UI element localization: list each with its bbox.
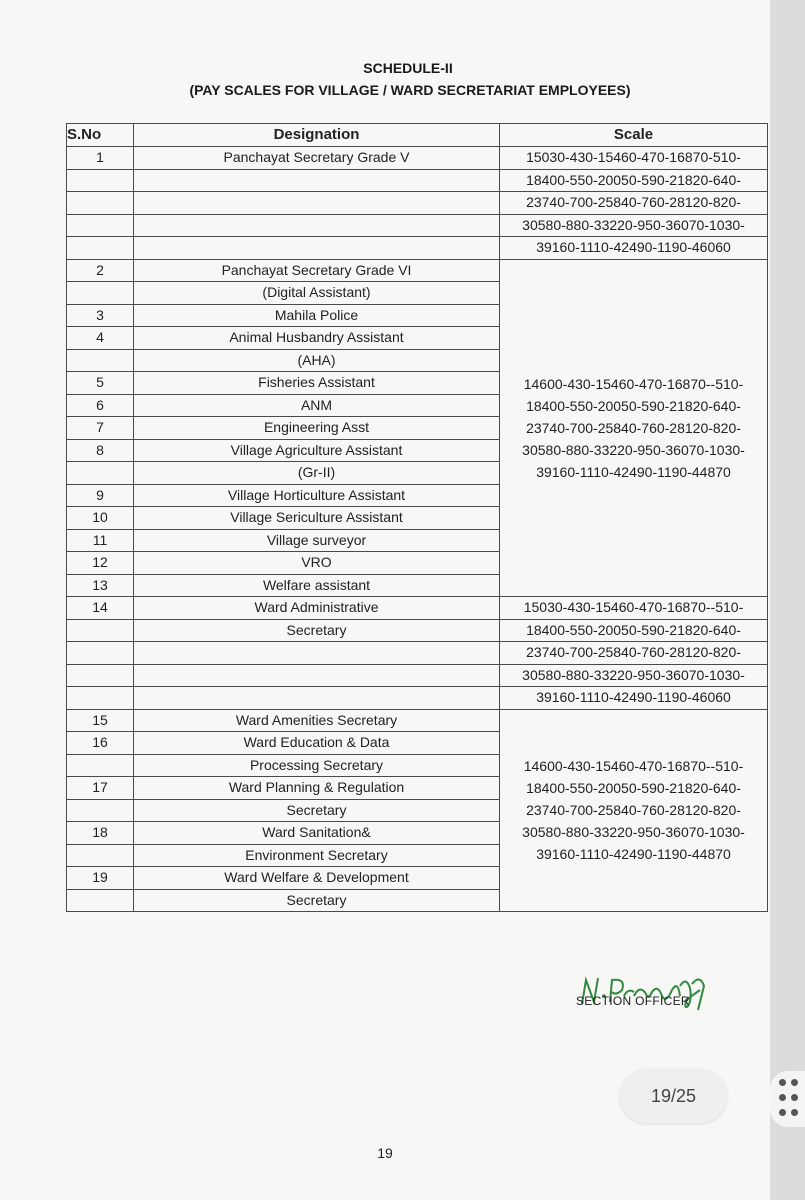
- designation-cell: Secretary: [134, 799, 500, 822]
- scale-line: 39160-1110-42490-1190-44870: [536, 846, 731, 863]
- drag-dot: [791, 1079, 798, 1086]
- scale-line: 30580-880-33220-950-36070-1030-: [522, 441, 745, 458]
- designation-cell: Processing Secretary: [134, 754, 500, 777]
- table-row: [67, 642, 768, 665]
- designation-cell: Secretary: [134, 619, 500, 642]
- designation-cell: Ward Planning & Regulation: [134, 777, 500, 800]
- scale-line: 14600-430-15460-470-16870--510-: [523, 758, 744, 775]
- scale-cell: 18400-550-20050-590-21820-640-: [500, 619, 768, 642]
- designation-cell: Welfare assistant: [134, 574, 500, 597]
- scale-cell: 18400-550-20050-590-21820-640-: [500, 169, 768, 192]
- page-number: 19: [377, 1145, 393, 1161]
- sno-cell: 6: [67, 394, 134, 417]
- sno-cell: 10: [67, 507, 134, 530]
- table-row: [67, 214, 768, 237]
- sno-cell: [67, 844, 134, 867]
- scroll-handle[interactable]: [770, 1071, 805, 1127]
- table-row: [67, 237, 768, 260]
- table-row: [67, 664, 768, 687]
- sno-cell: [67, 169, 134, 192]
- sno-cell: 4: [67, 327, 134, 350]
- designation-cell: Mahila Police: [134, 304, 500, 327]
- designation-cell: Engineering Asst: [134, 417, 500, 440]
- header-sno: S.No: [67, 124, 134, 147]
- sno-cell: 16: [67, 732, 134, 755]
- table-row: [67, 169, 768, 192]
- sno-cell: [67, 237, 134, 260]
- table-row: [67, 709, 768, 732]
- designation-cell: Ward Amenities Secretary: [134, 709, 500, 732]
- table-row: [67, 619, 768, 642]
- table-header-row: [67, 124, 768, 147]
- drag-dot: [779, 1094, 786, 1101]
- designation-cell: [134, 642, 500, 665]
- designation-cell: [134, 237, 500, 260]
- drag-dot: [791, 1109, 798, 1116]
- scale-cell: 30580-880-33220-950-36070-1030-: [500, 214, 768, 237]
- sno-cell: 19: [67, 867, 134, 890]
- sno-cell: 9: [67, 484, 134, 507]
- scale-cell: 39160-1110-42490-1190-46060: [500, 687, 768, 710]
- sno-cell: 5: [67, 372, 134, 395]
- sno-cell: [67, 462, 134, 485]
- designation-cell: (Gr-II): [134, 462, 500, 485]
- signature-handwritten: [568, 966, 738, 1016]
- sno-cell: 11: [67, 529, 134, 552]
- scale-cell: 39160-1110-42490-1190-46060: [500, 237, 768, 260]
- sno-cell: 2: [67, 259, 134, 282]
- designation-cell: VRO: [134, 552, 500, 575]
- designation-cell: [134, 169, 500, 192]
- table-row: [67, 259, 768, 282]
- designation-cell: Village Sericulture Assistant: [134, 507, 500, 530]
- sno-cell: 13: [67, 574, 134, 597]
- designation-cell: (Digital Assistant): [134, 282, 500, 305]
- scale-line: 39160-1110-42490-1190-44870: [536, 463, 731, 480]
- designation-cell: Ward Education & Data: [134, 732, 500, 755]
- designation-cell: Fisheries Assistant: [134, 372, 500, 395]
- sno-cell: 14: [67, 597, 134, 620]
- designation-cell: Animal Husbandry Assistant: [134, 327, 500, 350]
- scale-line: 30580-880-33220-950-36070-1030-: [522, 824, 745, 841]
- designation-cell: Secretary: [134, 889, 500, 912]
- section-officer-label: SECTION OFFICER: [576, 994, 690, 1008]
- sno-cell: [67, 349, 134, 372]
- scale-line: 18400-550-20050-590-21820-640-: [526, 397, 741, 414]
- sno-cell: [67, 687, 134, 710]
- sno-cell: 1: [67, 147, 134, 170]
- table-row: [67, 147, 768, 170]
- designation-cell: (AHA): [134, 349, 500, 372]
- table-body: [67, 147, 768, 912]
- designation-cell: Ward Sanitation&: [134, 822, 500, 845]
- schedule-subtitle: (PAY SCALES FOR VILLAGE / WARD SECRETARIAT EMPLOYEES): [189, 82, 631, 98]
- table-row: [67, 597, 768, 620]
- schedule-title: SCHEDULE-II: [363, 60, 453, 76]
- sno-cell: 18: [67, 822, 134, 845]
- viewer-background: [770, 0, 805, 1200]
- designation-cell: Ward Welfare & Development: [134, 867, 500, 890]
- sno-cell: [67, 889, 134, 912]
- pay-scale-table: [66, 123, 768, 912]
- scale-line: 23740-700-25840-760-28120-820-: [526, 802, 741, 819]
- header-scale: Scale: [500, 124, 768, 147]
- sno-cell: 17: [67, 777, 134, 800]
- header-designation: Designation: [134, 124, 500, 147]
- designation-cell: Village Horticulture Assistant: [134, 484, 500, 507]
- scale-line: 18400-550-20050-590-21820-640-: [526, 780, 741, 797]
- designation-cell: [134, 664, 500, 687]
- scale-cell: 23740-700-25840-760-28120-820-: [500, 642, 768, 665]
- drag-dots-icon: [779, 1079, 786, 1086]
- designation-cell: Panchayat Secretary Grade VI: [134, 259, 500, 282]
- sno-cell: [67, 664, 134, 687]
- scale-block-cell: [500, 709, 768, 912]
- designation-cell: Panchayat Secretary Grade V: [134, 147, 500, 170]
- scale-line: 23740-700-25840-760-28120-820-: [526, 419, 741, 436]
- designation-cell: [134, 192, 500, 215]
- table-row: [67, 192, 768, 215]
- sno-cell: [67, 799, 134, 822]
- drag-dot: [779, 1109, 786, 1116]
- sno-cell: [67, 282, 134, 305]
- scale-block-cell: [500, 259, 768, 597]
- sno-cell: 8: [67, 439, 134, 462]
- designation-cell: [134, 687, 500, 710]
- scale-cell: 23740-700-25840-760-28120-820-: [500, 192, 768, 215]
- designation-cell: [134, 214, 500, 237]
- page-indicator[interactable]: 19/25: [620, 1069, 727, 1123]
- drag-dot: [791, 1094, 798, 1101]
- scale-cell: 15030-430-15460-470-16870-510-: [500, 147, 768, 170]
- sno-cell: 15: [67, 709, 134, 732]
- sno-cell: [67, 619, 134, 642]
- designation-cell: ANM: [134, 394, 500, 417]
- scale-line: 14600-430-15460-470-16870--510-: [523, 375, 744, 392]
- designation-cell: Village Agriculture Assistant: [134, 439, 500, 462]
- sno-cell: 7: [67, 417, 134, 440]
- sno-cell: [67, 754, 134, 777]
- sno-cell: [67, 642, 134, 665]
- designation-cell: Village surveyor: [134, 529, 500, 552]
- scale-cell: 30580-880-33220-950-36070-1030-: [500, 664, 768, 687]
- sno-cell: 3: [67, 304, 134, 327]
- designation-cell: Ward Administrative: [134, 597, 500, 620]
- sno-cell: 12: [67, 552, 134, 575]
- sno-cell: [67, 192, 134, 215]
- scale-cell: 15030-430-15460-470-16870--510-: [500, 597, 768, 620]
- table-row: [67, 687, 768, 710]
- sno-cell: [67, 214, 134, 237]
- designation-cell: Environment Secretary: [134, 844, 500, 867]
